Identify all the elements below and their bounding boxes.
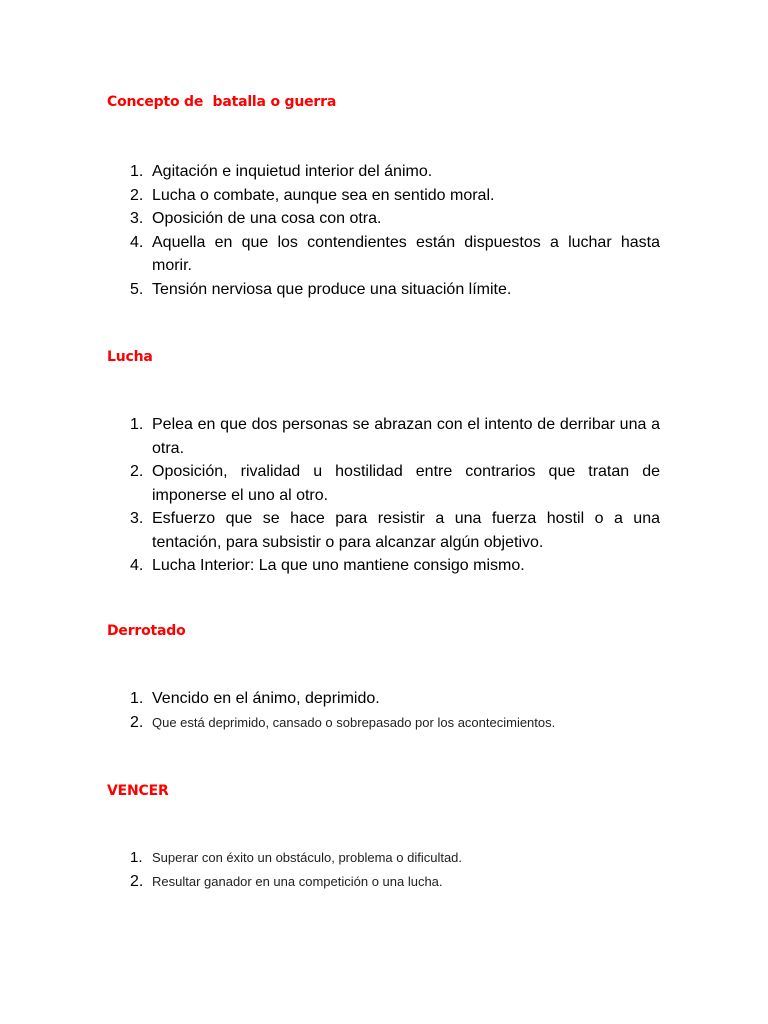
item-number: 2. — [130, 186, 144, 204]
item-number: 1. — [130, 690, 144, 707]
item-number: 3. — [130, 510, 144, 527]
list-item — [130, 413, 660, 460]
item-text: Lucha Interior: La que uno mantiene consigo mismo. — [152, 557, 525, 574]
item-text: Resultar ganador en una competición o una lucha. — [152, 873, 443, 889]
section-heading-batalla: Concepto de batalla o guerra — [107, 94, 337, 110]
list-item — [130, 278, 660, 302]
item-number: 4. — [130, 233, 144, 251]
definition-list-batalla — [130, 160, 660, 301]
list-item — [130, 870, 660, 894]
list-item — [130, 231, 660, 278]
item-text: Lucha o combate, aunque sea en sentido moral. — [152, 186, 495, 204]
list-item — [130, 846, 660, 870]
list-item — [130, 554, 660, 578]
item-number: 1. — [130, 849, 143, 866]
definition-list-vencer — [130, 846, 660, 893]
item-text: Que está deprimido, cansado o sobrepasado por los acontecimientos. — [152, 714, 556, 730]
item-text: Superar con éxito un obstáculo, problema o dificultad. — [152, 850, 463, 865]
item-text: Oposición, rivalidad u hostilidad entre contrarios que tratan de imponerse el uno al otro. — [152, 463, 660, 504]
list-item — [130, 184, 660, 208]
list-item — [130, 687, 660, 711]
item-number: 2. — [130, 463, 144, 480]
item-text: Tensión nerviosa que produce una situación límite. — [152, 280, 512, 298]
section-heading-derrotado: Derrotado — [107, 623, 186, 639]
item-number: 4. — [130, 557, 144, 574]
definition-list-lucha — [130, 413, 660, 578]
item-text: Esfuerzo que se hace para resistir a una fuerza hostil o a una tentación, para subsistir o para alcanzar algún objetivo. — [152, 510, 660, 551]
item-number: 1. — [130, 416, 144, 433]
list-item — [130, 207, 660, 231]
item-text: Pelea en que dos personas se abrazan con el intento de derribar una a otra. — [152, 416, 660, 457]
item-number: 5. — [130, 280, 144, 298]
section-heading-vencer: VENCER — [107, 783, 169, 799]
item-text: Aquella en que los contendientes están dispuestos a luchar hasta morir. — [152, 233, 660, 274]
item-number: 2. — [130, 713, 144, 731]
item-text: Vencido en el ánimo, deprimido. — [152, 690, 380, 707]
list-item — [130, 711, 660, 735]
item-text: Oposición de una cosa con otra. — [152, 210, 382, 227]
list-item — [130, 507, 660, 554]
definition-list-derrotado — [130, 687, 660, 734]
item-number: 1. — [130, 163, 144, 180]
list-item — [130, 460, 660, 507]
section-heading-lucha: Lucha — [107, 349, 153, 365]
list-item — [130, 160, 660, 184]
item-number: 2. — [130, 872, 144, 890]
item-number: 3. — [130, 210, 144, 227]
item-text: Agitación e inquietud interior del ánimo. — [152, 163, 433, 180]
